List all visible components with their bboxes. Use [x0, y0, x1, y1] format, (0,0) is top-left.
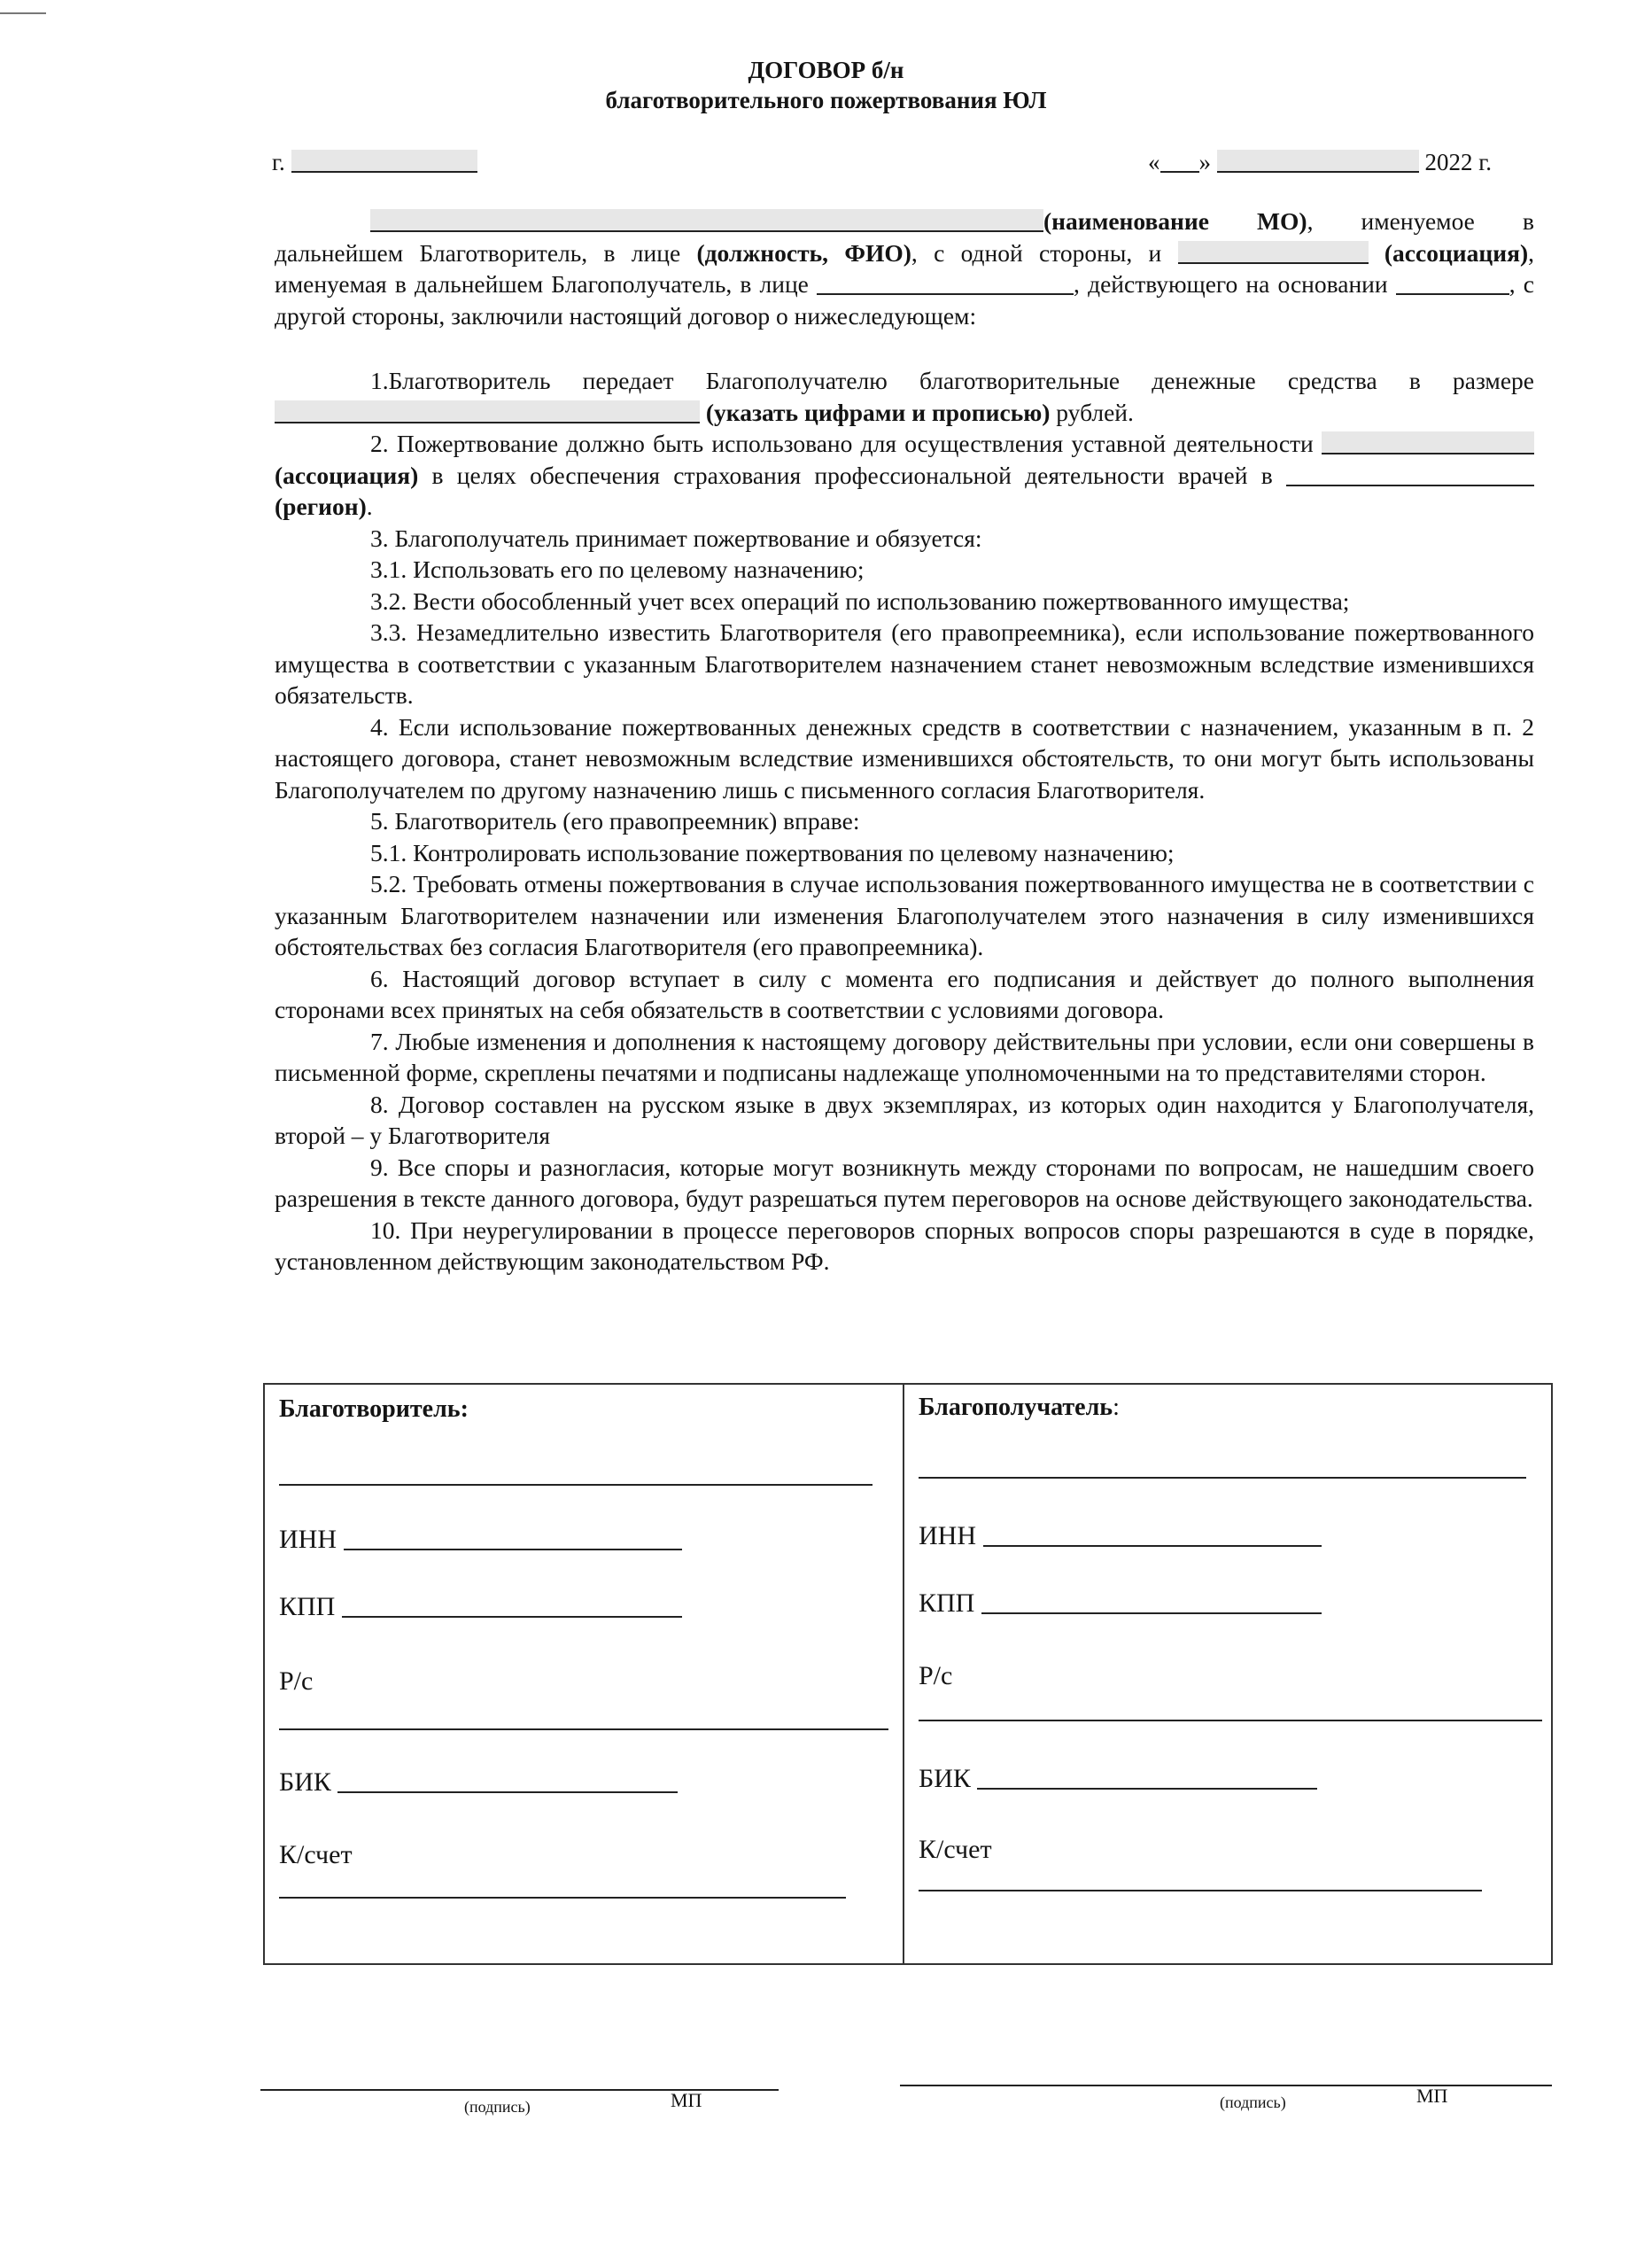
- clause-8: 8. Договор составлен на русском языке в двух экземплярах, из которых один находится у Благополучателя, второй – у Благотворителя: [275, 1090, 1534, 1149]
- recipient-title: [919, 1394, 1120, 1422]
- amount-hint: (указать цифрами и прописью): [705, 398, 1051, 426]
- clause-6: 6. Настоящий договор вступает в силу с момента его подписания и действует до полного выполнения сторонами всех принятых на себя обязательств в соответствии с условиями договора.: [275, 964, 1534, 1023]
- clause-3-1: 3.1. Использовать его по целевому назначению;: [370, 555, 865, 583]
- city-line: [272, 149, 477, 176]
- clause-2-association-hint: (ассоциация): [275, 461, 419, 489]
- basis-field[interactable]: [1396, 272, 1509, 295]
- recipient-kpp-row: [919, 1588, 1322, 1619]
- clause-3-3: 3.3. Незамедлительно известить Благотворителя (его правопреемника), если использование пожертвованного имущества в соответствии с указанным Благотворителем назначением станет невозможным вследствие изменившихся обязательств.: [275, 618, 1534, 709]
- document-title: ДОГОВОР б/н: [748, 57, 904, 83]
- donor-inn-field[interactable]: [344, 1527, 682, 1550]
- mo-name-field[interactable]: [370, 209, 1043, 232]
- document-subtitle: благотворительного пожертвования ЮЛ: [605, 87, 1047, 113]
- clause-5: 5. Благотворитель (его правопреемник) вправе:: [370, 807, 860, 835]
- contract-body: [275, 206, 1534, 1278]
- day-close-quote: »: [1198, 149, 1211, 175]
- clause-7: 7. Любые изменения и дополнения к настоящему договору действительны при условии, если они совершены в письменной форме, скреплены печатями и подписаны надлежаще уполномоченными на то представителями сторон.: [275, 1027, 1534, 1086]
- recipient-inn-row: [919, 1521, 1322, 1551]
- donor-name-field[interactable]: [279, 1484, 873, 1486]
- recipient-signature-caption: (подпись): [1220, 2093, 1286, 2111]
- clause-3-2: 3.2. Вести обособленный учет всех операций по использованию пожертвованного имущества;: [370, 586, 1350, 615]
- clause-3: 3. Благополучатель принимает пожертвование и обязуется:: [370, 524, 982, 552]
- donor-seal-label: МП: [671, 2089, 702, 2111]
- scan-edge-mark: [0, 12, 46, 14]
- city-prefix: г.: [272, 149, 285, 175]
- preamble-paragraph: [275, 206, 1534, 331]
- donor-ks-field[interactable]: [279, 1897, 846, 1899]
- region-hint: (регион): [275, 493, 367, 520]
- preamble-text-1: , именуемое в дальнейшем Благотворитель, в лице: [275, 207, 1534, 267]
- recipient-title-text: Благополучатель: [919, 1394, 1113, 1421]
- day-field[interactable]: [1160, 150, 1199, 173]
- clause-2-end: .: [366, 493, 373, 520]
- preamble-text-5: , с другой стороны, заключили настоящий договор о нижеследующем:: [275, 270, 1534, 330]
- paragraph-gap: [275, 331, 1534, 365]
- clause-1-text: 1.Благотворитель передает Благополучателю благотворительные денежные средства в размере: [370, 367, 1534, 394]
- recipient-inn-field[interactable]: [983, 1524, 1322, 1547]
- clause-5-2: 5.2. Требовать отмены пожертвования в случае использования пожертвованного имущества не в соответствии с указанным Благотворителем назначении или изменения Благополучателем этого назначения в силу изменившихся обстоятельствах без согласия Благотворителя (его правопреемника).: [275, 870, 1534, 960]
- year-text: 2022 г.: [1424, 149, 1493, 175]
- recipient-kpp-field[interactable]: [981, 1591, 1322, 1614]
- position-fio-hint: (должность, ФИО): [696, 238, 911, 267]
- mo-name-hint: (наименование МО): [1043, 207, 1307, 235]
- recipient-column: [904, 1385, 1551, 1963]
- donor-kpp-label: КПП: [279, 1592, 336, 1621]
- recipient-signature-line[interactable]: [900, 2085, 1552, 2086]
- recipient-name-field[interactable]: [919, 1477, 1526, 1479]
- representative-field[interactable]: [817, 272, 1074, 295]
- clause-2-association-field[interactable]: [1322, 431, 1534, 454]
- recipient-bik-field[interactable]: [977, 1767, 1317, 1790]
- preamble-text-3: , именуемая в дальнейшем Благополучатель, в лице: [275, 238, 1534, 298]
- recipient-kpp-label: КПП: [919, 1588, 975, 1618]
- preamble-text-4: , действующего на основании: [1074, 270, 1388, 298]
- donor-rs-field[interactable]: [279, 1728, 888, 1730]
- recipient-bik-label: БИК: [919, 1764, 971, 1793]
- donor-inn-row: [279, 1525, 682, 1555]
- date-line: [1148, 149, 1492, 176]
- donor-inn-label: ИНН: [279, 1525, 337, 1554]
- clause-2-text-b: в целях обеспечения страхования профессиональной деятельности врачей в: [431, 461, 1273, 489]
- donor-bik-row: [279, 1767, 678, 1798]
- clause-2: [275, 428, 1534, 523]
- recipient-rs-field[interactable]: [919, 1720, 1542, 1721]
- preamble-text-2: , с одной стороны, и: [911, 238, 1162, 267]
- clause-4: 4. Если использование пожертвованных денежных средств в соответствии с назначением, указанным в п. 2 настоящего договора, станет невозможным вследствие изменившихся обстоятельств, то они могут быть использованы Благополучателем по другому назначению лишь с письменного согласия Благотворителя.: [275, 712, 1534, 804]
- donor-kpp-row: [279, 1592, 682, 1622]
- city-field[interactable]: [291, 150, 477, 173]
- recipient-title-colon: :: [1113, 1394, 1120, 1421]
- amount-field[interactable]: [275, 400, 700, 423]
- recipient-inn-label: ИНН: [919, 1521, 976, 1550]
- donor-title: [279, 1395, 469, 1424]
- recipient-rs-label: Р/с: [919, 1661, 953, 1690]
- donor-signature-caption: (подпись): [464, 2098, 531, 2116]
- donor-title-text: Благотворитель:: [279, 1395, 469, 1423]
- donor-bik-field[interactable]: [337, 1770, 678, 1793]
- recipient-ks-label: К/счет: [919, 1835, 992, 1864]
- parties-table: [263, 1383, 1553, 1965]
- association-hint: (ассоциация): [1384, 238, 1529, 267]
- clause-5-1: 5.1. Контролировать использование пожертвования по целевому назначению;: [370, 838, 1175, 866]
- donor-kpp-field[interactable]: [342, 1595, 682, 1618]
- recipient-ks-field[interactable]: [919, 1890, 1482, 1891]
- clause-10: 10. При неурегулировании в процессе переговоров спорных вопросов споры разрешаются в суде в порядке, установленном действующим законодательством РФ.: [275, 1216, 1534, 1275]
- donor-ks-label: К/счет: [279, 1840, 353, 1869]
- clause-2-text: 2. Пожертвование должно быть использовано для осуществления уставной деятельности: [370, 430, 1314, 457]
- donor-rs-label: Р/с: [279, 1666, 314, 1696]
- clause-1: [275, 365, 1534, 428]
- region-field[interactable]: [1286, 463, 1534, 486]
- day-open-quote: «: [1148, 149, 1160, 175]
- association-field[interactable]: [1178, 241, 1369, 264]
- clause-9: 9. Все споры и разногласия, которые могут возникнуть между сторонами по вопросам, не нашедшим своего разрешения в тексте данного договора, будут разрешаться путем переговоров на основе действующего законодательства.: [275, 1153, 1534, 1212]
- donor-column: [265, 1385, 903, 1963]
- clause-1-rubles: рублей.: [1056, 398, 1134, 426]
- donor-bik-label: БИК: [279, 1767, 331, 1797]
- recipient-bik-row: [919, 1764, 1317, 1794]
- month-field[interactable]: [1217, 150, 1419, 173]
- recipient-seal-label: МП: [1416, 2085, 1448, 2107]
